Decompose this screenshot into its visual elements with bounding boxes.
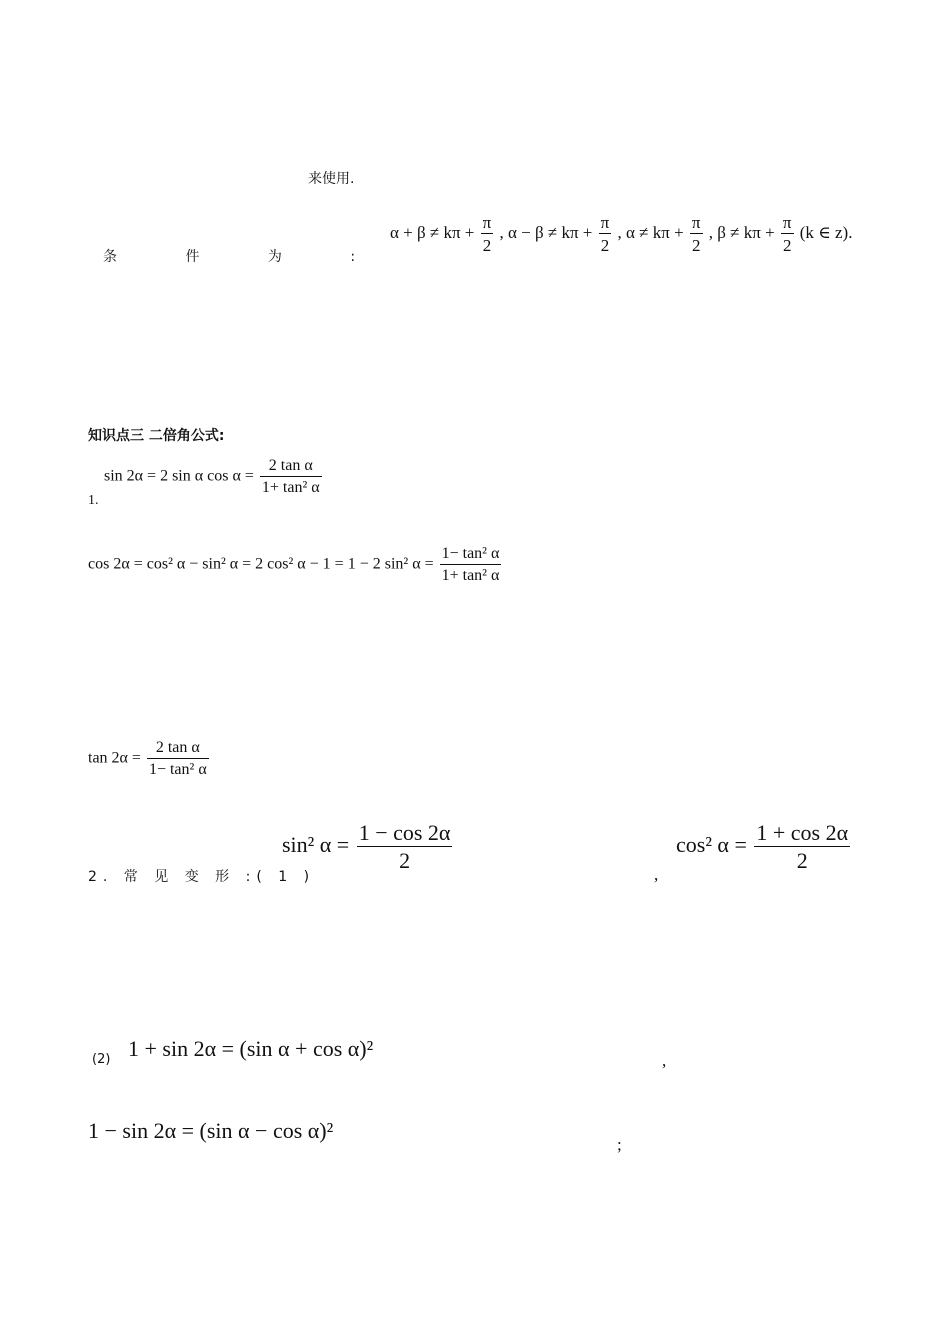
tan2a-fraction: $\frac{\text{2 tan α}}{\text{1− tan² α}}$ (148, 739, 207, 778)
sin-sq-lhs: sin² α = (282, 832, 350, 858)
cond-part-1: α + β ≠ kπ + (390, 222, 475, 242)
cond-part-5: (k ∈ z). (799, 222, 853, 242)
cond-part-2: , α − β ≠ kπ + (499, 222, 593, 242)
tan2a-formula (88, 740, 211, 778)
comma-1: , (654, 865, 659, 884)
cos2a-fraction: $\frac{\text{1− tan² α}}{\text{1+ tan² α}}$ (441, 545, 500, 584)
top-text: 来使用. (308, 171, 355, 187)
item1-number: 1. (88, 493, 99, 508)
sin2a-lhs: sin 2α = 2 sin α cos α = (104, 467, 254, 485)
cond-part-3: , α ≠ kπ + (617, 222, 684, 242)
item2-2-label: (2) (92, 1052, 111, 1067)
minus-formula: 1 − sin 2α = (sin α − cos α)² (88, 1118, 334, 1143)
tan2a-lhs: tan 2α = (88, 749, 141, 767)
cond-frac-2: $\frac{\pi}{2}$ (600, 213, 610, 255)
sin-sq-fraction: $\frac{1 - \cos 2\alpha}{2}$ (358, 820, 451, 873)
cond-frac-4: $\frac{\pi}{2}$ (782, 213, 792, 255)
cos-sq-formula (676, 822, 852, 872)
comma-2: , (662, 1051, 667, 1070)
cos-sq-fraction: $\frac{1 + \cos 2\alpha}{2}$ (756, 820, 849, 873)
condition-label: 条 件 为 : (103, 249, 388, 265)
cos2a-formula (88, 546, 503, 584)
condition-formula (390, 214, 852, 254)
item2-label: 2. 常 见 变 形 :( 1 ) (88, 869, 316, 885)
cond-frac-1: $\frac{\pi}{2}$ (482, 213, 492, 255)
plus-formula: 1 + sin 2α = (sin α + cos α)² (128, 1036, 374, 1061)
sin2a-fraction: $\frac{\text{2 tan α}}{\text{1+ tan² α}}$ (261, 457, 320, 496)
sin-sq-formula (282, 822, 454, 872)
cos2a-lhs: cos 2α = cos² α − sin² α = 2 cos² α − 1 = 1 − 2 sin² α = (88, 555, 434, 573)
cond-part-4: , β ≠ kπ + (708, 222, 775, 242)
cond-frac-3: $\frac{\pi}{2}$ (691, 213, 701, 255)
section-heading: 知识点三 二倍角公式: (88, 428, 225, 444)
sin2a-formula (104, 458, 324, 496)
cos-sq-lhs: cos² α = (676, 832, 747, 858)
semicolon: ; (617, 1135, 622, 1154)
